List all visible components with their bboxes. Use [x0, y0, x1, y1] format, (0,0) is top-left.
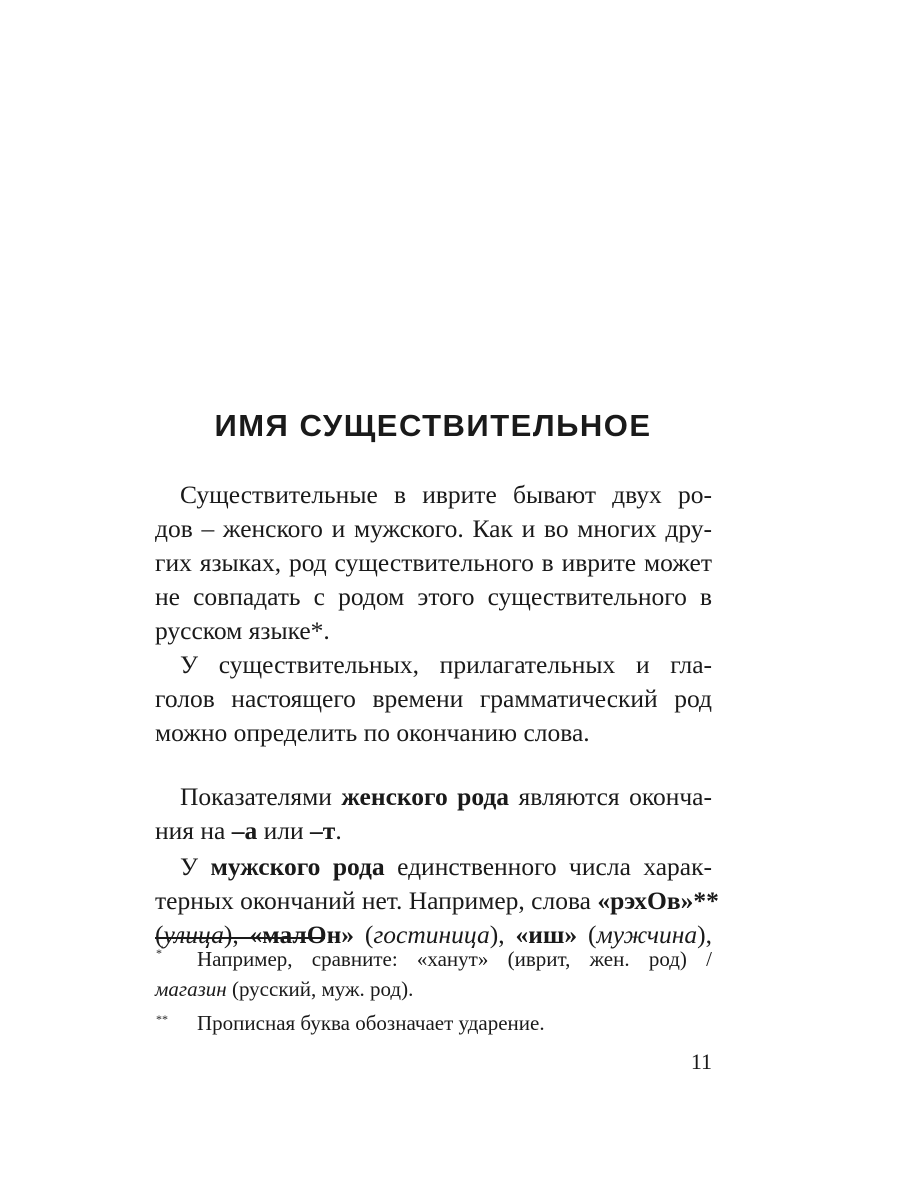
paragraph-1-line-5: русском языке*. [155, 616, 330, 645]
text-run: У [180, 852, 211, 881]
text-run: терных окончаний нет. Например, слова [155, 886, 598, 915]
paragraph-2-line-2: голов настоящего времени грамматический род [155, 684, 712, 713]
bold-ending-t: –т [310, 816, 336, 845]
chapter-heading: ИМЯ СУЩЕСТВИТЕЛЬНОЕ [214, 408, 652, 443]
footnote-2-text: Прописная буква обозначает ударение. [197, 1011, 545, 1035]
footnote-1-mark: * [156, 946, 162, 960]
bold-term-masculine: мужского рода [210, 852, 385, 881]
paragraph-3-line-1 [180, 780, 712, 814]
paragraph-1-line-4: не совпадать с родом этого существительного в [155, 582, 712, 611]
paragraph-2-line-1: У существительных, прилагательных и гла- [180, 650, 712, 679]
italic-translation-hotel: гостиница [373, 920, 490, 949]
text-run: Показателями [180, 782, 342, 811]
text-run: являются оконча- [509, 782, 712, 811]
bold-term-feminine: женского рода [341, 782, 510, 811]
paragraph-4-line-2 [155, 884, 719, 918]
footnote-italic-word: магазин [155, 977, 227, 1001]
page-number: 11 [690, 1049, 712, 1074]
text-run: ния на [155, 816, 232, 845]
paragraph-4-line-1 [180, 850, 712, 884]
bold-word-rekhov: «рэхОв»** [597, 886, 719, 915]
footnote-2-mark: ** [156, 1012, 168, 1026]
text-run: (русский, муж. род). [226, 977, 414, 1001]
bold-ending-a: –а [231, 816, 258, 845]
footnote-separator [155, 937, 325, 939]
italic-translation-man: мужчина [596, 920, 698, 949]
text-run: . [335, 816, 342, 845]
paragraph-1-line-2: дов – женского и мужского. Как и во многих дру- [155, 514, 712, 543]
text-run: единственного числа харак- [384, 852, 712, 881]
bold-word-ish: «иш» [515, 920, 578, 949]
paragraph-4-line-3: (улица), «малОн» (гостиница), «иш» (мужчина), [155, 920, 713, 949]
paragraph-3-line-2 [155, 814, 712, 848]
footnote-1-line-2 [155, 974, 413, 1004]
paragraph-2-line-3: можно определить по окончанию слова. [155, 718, 590, 747]
paragraph-1-line-3: гих языках, род существительного в иврите может [155, 548, 712, 577]
paragraph-1-line-1: Существительные в иврите бывают двух ро- [180, 480, 712, 509]
text-run: или [257, 816, 311, 845]
footnote-1-line-1: Например, сравните: «ханут» (иврит, жен. род) / [197, 947, 712, 971]
italic-translation-street: улица [163, 920, 224, 949]
bold-word-malon: «малОн» [249, 920, 355, 949]
